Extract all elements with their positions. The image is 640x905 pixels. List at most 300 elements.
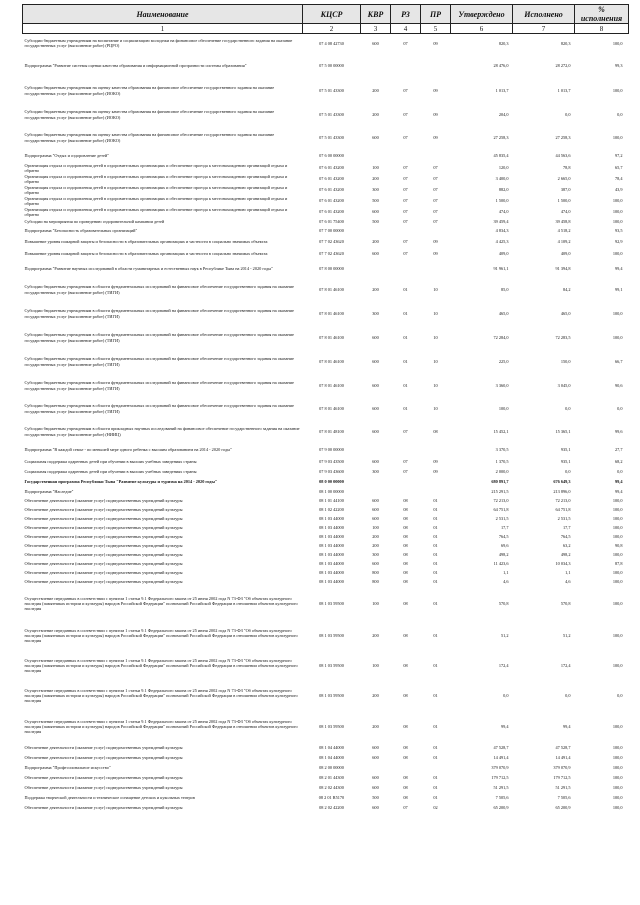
row-rz	[391, 53, 421, 79]
row-pr	[421, 763, 451, 773]
table-row	[23, 236, 629, 248]
row-approved: 3 400,0	[495, 176, 509, 182]
column-number: 3	[361, 24, 391, 34]
row-approved: 28 476,0	[493, 62, 509, 68]
header-name: Наименование	[23, 5, 303, 24]
row-kcsr: 07 8 01 46100	[319, 405, 344, 411]
row-pr: 01	[433, 744, 438, 750]
row-approved: 47 528,7	[493, 744, 509, 750]
row-approved: 100,0	[498, 405, 509, 411]
row-executed: 51,2	[562, 632, 571, 638]
row-kvr: 200	[372, 632, 379, 638]
row-percent: 0,0	[617, 111, 623, 117]
row-executed: 0,0	[565, 111, 571, 117]
row-percent: 27,7	[614, 447, 623, 453]
row-kcsr: 07 8 00 00000	[319, 265, 344, 271]
row-executed: 0,0	[565, 692, 571, 698]
row-rz: 08	[403, 534, 408, 540]
row-pr: 09	[433, 238, 438, 244]
row-approved: 474,0	[498, 209, 509, 215]
row-percent: 100,0	[612, 570, 623, 576]
row-executed: 91 394,8	[555, 265, 571, 271]
row-rz: 07	[403, 40, 408, 46]
row-executed: 474,0	[560, 209, 571, 215]
row-rz: 08	[403, 723, 408, 729]
row-pr: 01	[433, 723, 438, 729]
row-rz: 07	[403, 176, 408, 182]
row-rz: 08	[403, 600, 408, 606]
row-pr: 01	[433, 516, 438, 522]
row-approved: 2 531,5	[495, 516, 509, 522]
table-row	[23, 326, 629, 350]
row-name: Подпрограмма "Развитие научных исследований в области гуманитарных и естественных наук в Республике Тыва на 2014 - 2020 годы"	[24, 265, 273, 271]
row-kcsr: 08 1 03 59500	[319, 632, 344, 638]
row-kcsr: 08 1 03 44000	[319, 552, 344, 558]
row-kvr: 100	[372, 662, 379, 668]
row-kvr	[361, 488, 391, 497]
row-percent: 100,0	[612, 764, 623, 770]
row-name: Организация отдыха и оздоровления детей в оздоровительных организациях и обеспечение проезда к местонахождению организаций отдыха и обратно	[24, 184, 288, 195]
table-row	[23, 149, 629, 163]
row-executed: 570,8	[560, 600, 571, 606]
row-kvr: 300	[372, 310, 379, 316]
row-kvr: 600	[372, 804, 379, 810]
row-name: Организация отдыха и оздоровления детей в оздоровительных организациях и обеспечение проезда к местонахождению организаций отдыха и обратно	[24, 162, 288, 173]
row-rz: 08	[403, 744, 408, 750]
column-number: 7	[513, 24, 575, 34]
row-rz: 01	[403, 405, 408, 411]
row-percent: 99,1	[614, 286, 623, 292]
row-percent: 100,0	[612, 784, 623, 790]
table-row	[23, 506, 629, 515]
row-kcsr: 07 5 01 43300	[319, 134, 344, 140]
row-rz: 07	[403, 250, 408, 256]
table-row	[23, 444, 629, 457]
row-name: Обеспечение деятельности (оказание услуг) подведомственных учреждений культуры	[24, 516, 183, 522]
table-row	[23, 218, 629, 227]
row-percent: 87,8	[614, 561, 623, 567]
row-percent: 90,8	[614, 543, 623, 549]
header-percent: % исполнения	[575, 5, 629, 24]
row-name: Организация отдыха и оздоровления детей в оздоровительных организациях и обеспечение проезда к местонахождению организаций отдыха и обратно	[24, 173, 288, 184]
row-executed: 84,2	[562, 286, 571, 292]
row-name: Обеспечение деятельности (оказание услуг) подведомственных учреждений культуры	[24, 507, 183, 513]
table-row	[23, 551, 629, 560]
table-row	[23, 753, 629, 763]
row-rz	[391, 477, 421, 488]
table-row	[23, 621, 629, 651]
row-kcsr: 07 9 00 00000	[319, 447, 344, 453]
table-row	[23, 743, 629, 753]
row-name: Обеспечение деятельности (оказание услуг) подведомственных учреждений культуры	[24, 744, 183, 750]
row-rz: 08	[403, 525, 408, 531]
row-rz: 07	[403, 165, 408, 171]
row-kcsr: 07 4 08 42730	[319, 40, 344, 46]
row-kcsr: 08 1 04 44000	[319, 744, 344, 750]
row-kvr: 200	[372, 111, 379, 117]
row-percent: 100,0	[612, 250, 623, 256]
row-executed: 764,5	[560, 534, 571, 540]
row-kvr: 200	[372, 87, 379, 93]
row-pr: 01	[433, 632, 438, 638]
row-approved: 225,0	[498, 358, 509, 364]
row-name: Субсидии на мероприятия по проведению оздоровительной кампании детей	[24, 219, 165, 225]
row-kvr	[361, 149, 391, 163]
row-pr	[421, 260, 451, 278]
row-rz: 08	[403, 516, 408, 522]
row-kcsr: 08 1 01 44100	[319, 498, 344, 504]
row-kvr	[361, 260, 391, 278]
row-executed: 65 200,9	[555, 804, 571, 810]
row-name: Субсидии бюджетным учреждениям в области фундаментальных исследований на финансовое обеспечение государственного задания на оказание государственных услуг (выполнение работ) (ТИГИ)	[24, 356, 294, 367]
row-pr: 01	[433, 525, 438, 531]
row-name: Осуществление переданных в соответствии с пунктом 1 статьи 9.1 Федерального закона от 25 июня 2002 года N 73-ФЗ "Об объектах культурного наследия (памятниках истории и культуры) народов Российской Федерации" полномочий Российской Федерации в отношении объектов культурного наследия	[24, 595, 298, 612]
row-kcsr: 07 8 01 46100	[319, 286, 344, 292]
row-executed: 63,2	[562, 543, 571, 549]
row-kcsr: 07 5 01 43300	[319, 87, 344, 93]
row-pr	[421, 444, 451, 457]
row-pr: 01	[433, 784, 438, 790]
row-kcsr: 07 5 01 43300	[319, 111, 344, 117]
row-percent: 100,0	[612, 744, 623, 750]
row-rz	[391, 444, 421, 457]
row-approved: 27 258,3	[493, 134, 509, 140]
row-kcsr: 07 9 03 43600	[319, 468, 344, 474]
row-approved: 2 000,0	[495, 468, 509, 474]
row-kcsr: 07 8 01 46100	[319, 358, 344, 364]
row-name: Субсидии бюджетным учреждениям в области фундаментальных исследований на финансовое обеспечение государственного задания на оказание государственных услуг (выполнение работ) (ТИГИ)	[24, 332, 294, 343]
row-executed: 14 491,4	[555, 754, 571, 760]
table-row	[23, 278, 629, 302]
header-row	[23, 5, 629, 24]
row-name: Обеспечение деятельности (оказание услуг) подведомственных учреждений культуры	[24, 552, 183, 558]
row-executed: 47 528,7	[555, 744, 571, 750]
row-name: Обеспечение деятельности (оказание услуг) подведомственных учреждений культуры	[24, 543, 183, 549]
row-name: Субсидии бюджетным учреждениям в области фундаментальных исследований на финансовое обеспечение государственного задания на оказание государственных услуг (выполнение работ) (ТИГИ)	[24, 308, 294, 319]
table-row	[23, 763, 629, 773]
table-body	[23, 34, 629, 813]
row-kcsr: 08 1 03 44000	[319, 570, 344, 576]
row-name: Подпрограмма "Безопасность образовательных организаций"	[24, 228, 138, 234]
row-executed: 2 531,5	[557, 516, 571, 522]
row-name: Субсидии бюджетным учреждениям на оценку качества образования на финансовое обеспечение государственного задания на оказание государственных услуг (выполнение работ) (ИОКО)	[24, 132, 275, 143]
row-approved: 498,2	[498, 552, 509, 558]
row-executed: 44 563,6	[555, 152, 571, 158]
table-row	[23, 515, 629, 524]
row-pr: 01	[433, 498, 438, 504]
row-name: Обеспечение деятельности (оказание услуг) подведомственных учреждений культуры	[24, 579, 183, 585]
row-percent: 100,0	[612, 723, 623, 729]
table-row	[23, 207, 629, 218]
column-number: 8	[575, 24, 629, 34]
row-kvr: 600	[372, 516, 379, 522]
row-rz	[391, 227, 421, 236]
row-pr: 01	[433, 534, 438, 540]
row-percent: 93,5	[614, 228, 623, 234]
row-executed: 15 365,1	[555, 428, 571, 434]
row-executed: 150,0	[560, 358, 571, 364]
row-kcsr: 07 8 01 46100	[319, 310, 344, 316]
row-kvr: 600	[372, 358, 379, 364]
row-kvr: 200	[372, 543, 379, 549]
table-row	[23, 578, 629, 587]
row-pr: 01	[433, 561, 438, 567]
row-kcsr: 07 9 03 43500	[319, 458, 344, 464]
row-approved: 3 360,0	[495, 382, 509, 388]
row-approved: 882,0	[498, 187, 509, 193]
row-rz: 08	[403, 570, 408, 576]
row-approved: 409,0	[498, 250, 509, 256]
row-approved: 179 712,5	[491, 774, 509, 780]
row-name: Обеспечение деятельности (оказание услуг) подведомственных учреждений культуры	[24, 804, 183, 810]
row-name: Осуществление переданных в соответствии с пунктом 1 статьи 9.1 Федерального закона от 25 июня 2002 года N 73-ФЗ "Об объектах культурного наследия (памятниках истории и культуры) народов Российской Федерации" полномочий Российской Федерации в отношении объектов культурного наследия	[24, 687, 298, 704]
row-pr	[421, 477, 451, 488]
row-name: Обеспечение деятельности (оказание услуг) подведомственных учреждений культуры	[24, 525, 183, 531]
row-name: Социальная поддержка одаренных детей при обучении в высших учебных заведениях страны	[24, 468, 197, 474]
row-kcsr: 08 2 02 42200	[319, 804, 344, 810]
row-kvr	[361, 444, 391, 457]
row-name: Подпрограмма "Отдых и оздоровление детей"	[24, 152, 109, 158]
row-percent: 100,0	[612, 662, 623, 668]
row-executed: 3 045,0	[557, 382, 571, 388]
row-pr: 10	[433, 382, 438, 388]
row-percent: 0,0	[617, 405, 623, 411]
row-executed: 51 291,5	[555, 784, 571, 790]
row-approved: 1 370,5	[495, 458, 509, 464]
row-percent: 0,0	[617, 692, 623, 698]
row-name: Обеспечение деятельности (оказание услуг) подведомственных учреждений культуры	[24, 561, 183, 567]
row-pr: 01	[433, 794, 438, 800]
row-kvr: 600	[372, 774, 379, 780]
row-kcsr: 08 1 03 44000	[319, 525, 344, 531]
row-approved: 204,0	[498, 111, 509, 117]
row-kvr: 300	[372, 468, 379, 474]
row-executed: 17,7	[562, 525, 571, 531]
row-pr: 10	[433, 405, 438, 411]
row-executed: 379 070,9	[553, 764, 571, 770]
row-approved: 379 070,9	[491, 764, 509, 770]
row-rz	[391, 488, 421, 497]
row-percent: 100,0	[612, 579, 623, 585]
row-name: Подпрограмма "Наследие"	[24, 489, 74, 495]
row-kcsr: 08 0 00 00000	[319, 479, 344, 485]
row-kvr: 600	[372, 784, 379, 790]
row-approved: 4,6	[503, 579, 509, 585]
row-percent: 100,0	[612, 40, 623, 46]
row-executed: 179 712,5	[553, 774, 571, 780]
row-executed: 409,0	[560, 250, 571, 256]
row-pr: 01	[433, 507, 438, 513]
row-kcsr: 08 1 04 44000	[319, 754, 344, 760]
row-name: Подпрограмма "Профессиональное искусство"	[24, 764, 111, 770]
row-percent: 66,7	[614, 358, 623, 364]
row-kcsr: 08 1 00 00000	[319, 489, 344, 495]
row-kvr: 600	[372, 250, 379, 256]
row-executed: 935,1	[560, 447, 571, 453]
row-executed: 387,0	[560, 187, 571, 193]
table-row	[23, 569, 629, 578]
table-row	[23, 651, 629, 681]
row-pr: 02	[433, 804, 438, 810]
row-kvr: 600	[372, 507, 379, 513]
row-pr: 01	[433, 543, 438, 549]
row-kvr: 100	[372, 165, 379, 171]
table-row	[23, 467, 629, 477]
row-kcsr: 08 2 01 R5170	[318, 794, 345, 800]
row-name: Обеспечение деятельности (оказание услуг) подведомственных учреждений культуры	[24, 754, 183, 760]
row-name: Субсидии бюджетным учреждениям на оценку качества образования на финансовое обеспечение государственного задания на оказание государственных услуг (выполнение работ) (ИОКО)	[24, 85, 275, 96]
row-approved: 465,0	[498, 310, 509, 316]
table-row	[23, 79, 629, 103]
row-pr: 09	[433, 134, 438, 140]
table-row	[23, 542, 629, 551]
row-kcsr: 08 1 03 44000	[319, 579, 344, 585]
row-kcsr: 07 6 01 43200	[319, 165, 344, 171]
row-kcsr: 07 6 01 43200	[319, 187, 344, 193]
row-rz: 07	[403, 87, 408, 93]
row-kcsr: 08 1 03 44000	[319, 534, 344, 540]
row-name: Подпрограмма "Развитие системы оценки качества образования и информационной прозрачности системы образования"	[24, 62, 247, 68]
row-rz: 01	[403, 382, 408, 388]
header-rz: РЗ	[391, 5, 421, 24]
row-executed: 1,1	[565, 570, 571, 576]
row-approved: 172,4	[498, 662, 509, 668]
row-kvr: 200	[372, 238, 379, 244]
row-percent: 99,3	[614, 62, 623, 68]
row-kvr	[361, 53, 391, 79]
row-approved: 69,6	[500, 543, 509, 549]
row-pr: 07	[433, 219, 438, 225]
row-name: Обеспечение деятельности (оказание услуг) подведомственных учреждений культуры	[24, 784, 183, 790]
row-percent: 68,2	[614, 458, 623, 464]
row-kcsr: 08 1 03 59500	[319, 692, 344, 698]
row-pr: 10	[433, 286, 438, 292]
row-percent: 100,0	[612, 516, 623, 522]
row-kvr: 600	[372, 744, 379, 750]
row-approved: 11 423,6	[493, 561, 509, 567]
row-executed: 213 896,0	[553, 489, 571, 495]
row-kcsr: 08 1 02 42200	[319, 507, 344, 513]
row-kcsr: 07 6 01 43200	[319, 198, 344, 204]
row-name: Обеспечение деятельности (оказание услуг) подведомственных учреждений культуры	[24, 570, 183, 576]
row-executed: 2 665,0	[557, 176, 571, 182]
row-rz: 07	[403, 458, 408, 464]
row-kcsr: 07 8 01 46100	[319, 382, 344, 388]
table-row	[23, 488, 629, 497]
row-kvr: 600	[372, 209, 379, 215]
row-approved: 64 751,8	[493, 507, 509, 513]
row-percent: 100,0	[612, 498, 623, 504]
table-row	[23, 711, 629, 743]
row-rz: 07	[403, 428, 408, 434]
row-rz: 08	[403, 692, 408, 698]
row-kvr: 800	[372, 579, 379, 585]
row-name: Осуществление переданных в соответствии с пунктом 1 статьи 9.1 Федерального закона от 25 июня 2002 года N 73-ФЗ "Об объектах культурного наследия (памятниках истории и культуры) народов Российской Федерации" полномочий Российской Федерации в отношении объектов культурного наследия	[24, 627, 298, 644]
table-row	[23, 533, 629, 542]
row-approved: 91 961,1	[493, 265, 509, 271]
row-executed: 1 013,7	[557, 87, 571, 93]
row-kvr: 200	[372, 286, 379, 292]
row-percent: 78,4	[614, 176, 623, 182]
row-kvr: 600	[372, 754, 379, 760]
row-pr: 01	[433, 662, 438, 668]
row-percent: 100,0	[612, 600, 623, 606]
header-pr: ПР	[421, 5, 451, 24]
row-pr: 01	[433, 570, 438, 576]
row-approved: 4 834,3	[495, 228, 509, 234]
row-approved: 570,8	[498, 600, 509, 606]
table-row	[23, 34, 629, 53]
row-percent: 100,0	[612, 209, 623, 215]
row-kvr: 600	[372, 428, 379, 434]
row-kcsr: 08 1 03 59500	[319, 723, 344, 729]
row-kvr: 600	[372, 40, 379, 46]
row-rz	[391, 763, 421, 773]
table-row	[23, 477, 629, 488]
row-kvr: 500	[372, 198, 379, 204]
row-percent: 43,9	[614, 187, 623, 193]
table-row	[23, 783, 629, 793]
table-row	[23, 53, 629, 79]
row-approved: 120,0	[498, 165, 509, 171]
table-row	[23, 185, 629, 196]
row-kcsr: 08 2 01 44300	[319, 774, 344, 780]
row-percent: 99,6	[614, 428, 623, 434]
row-pr: 10	[433, 334, 438, 340]
column-number: 4	[391, 24, 421, 34]
row-kvr: 800	[372, 570, 379, 576]
row-rz: 01	[403, 334, 408, 340]
row-name: Обеспечение деятельности (оказание услуг) подведомственных учреждений культуры	[24, 498, 183, 504]
row-kcsr: 07 7 02 43620	[319, 250, 344, 256]
row-name: Субсидии бюджетным учреждениям на воспитание и социализацию молодежи на финансовое обеспечение государственного задания на оказание государственных услуг (выполнение работ) (РЦРО)	[24, 38, 293, 49]
row-approved: 215 291,5	[491, 489, 509, 495]
table-row	[23, 374, 629, 398]
row-name: Осуществление переданных в соответствии с пунктом 1 статьи 9.1 Федерального закона от 25 июня 2002 года N 73-ФЗ "Об объектах культурного наследия (памятниках истории и культуры) народов Российской Федерации" полномочий Российской Федерации в отношении объектов культурного наследия	[24, 718, 298, 735]
row-rz: 08	[403, 774, 408, 780]
row-approved: 1 013,7	[495, 87, 509, 93]
row-rz: 07	[403, 187, 408, 193]
row-percent: 100,0	[612, 804, 623, 810]
row-rz: 08	[403, 794, 408, 800]
table-row	[23, 420, 629, 444]
row-approved: 7 505,6	[495, 794, 509, 800]
row-executed: 10 034,3	[555, 561, 571, 567]
row-pr: 07	[433, 187, 438, 193]
row-name: Организация отдыха и оздоровления детей в оздоровительных организациях и обеспечение проезда к местонахождению организаций отдыха и обратно	[24, 206, 288, 217]
row-rz: 07	[403, 111, 408, 117]
row-kvr: 600	[372, 561, 379, 567]
row-rz: 07	[403, 468, 408, 474]
row-executed: 7 505,6	[557, 794, 571, 800]
row-rz: 08	[403, 784, 408, 790]
row-rz: 01	[403, 286, 408, 292]
table-row	[23, 587, 629, 621]
row-pr: 09	[433, 250, 438, 256]
row-approved: 65 200,9	[493, 804, 509, 810]
row-approved: 820,3	[498, 40, 509, 46]
row-approved: 14 491,4	[493, 754, 509, 760]
row-percent: 100,0	[612, 774, 623, 780]
row-executed: 820,3	[560, 40, 571, 46]
row-approved: 39 459,4	[493, 219, 509, 225]
row-kcsr: 07 8 01 48100	[319, 428, 344, 434]
row-rz: 07	[403, 198, 408, 204]
row-executed: 498,2	[560, 552, 571, 558]
row-executed: 4,6	[565, 579, 571, 585]
row-approved: 72 284,0	[493, 334, 509, 340]
table-row	[23, 497, 629, 506]
